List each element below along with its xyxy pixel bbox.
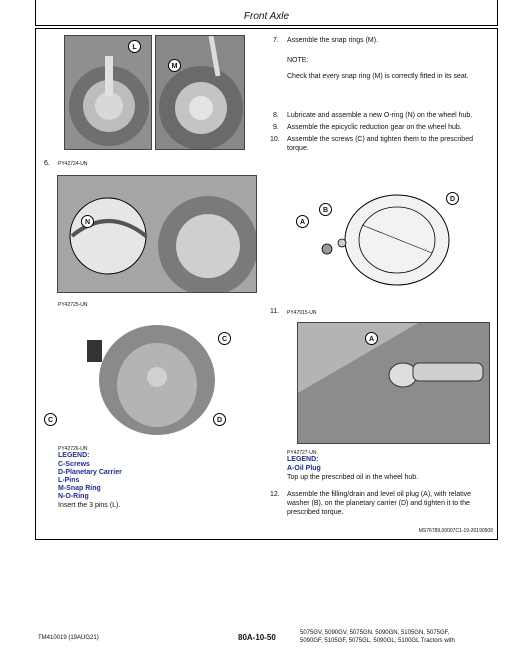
step-number: 8. [273, 112, 279, 119]
document-code: MS76789,00007C1-19-20190508 [418, 528, 493, 534]
image-code-1: PY42724-UN [58, 161, 88, 167]
photo-o-ring [57, 175, 257, 293]
footer-models-line1: 5075GV, 5090GV, 5075GN, 5090GN, 5105GN, 5075GF, [300, 630, 450, 636]
plug-assembly-drawing [292, 185, 462, 290]
image-code-5: PY47915-UN [287, 310, 317, 316]
step-text: Lubricate and assemble a new O-ring (N) on the wheel hub. [287, 112, 473, 119]
callout-a-photo: A [365, 332, 378, 345]
hub-drawing-right [156, 36, 245, 150]
oil-plug-drawing [298, 323, 490, 444]
legend-title-right: LEGEND: [287, 456, 319, 463]
step-number: 7. [273, 37, 279, 44]
page-title: Front Axle [243, 11, 290, 22]
footer-models-line2: 5090GF, 5105GF, 5075GL, 5090GL, 5100GL Tractors with [300, 638, 455, 644]
image-code-6: PY42727-UN [287, 450, 317, 456]
footer-page-number: 80A-10-50 [238, 633, 276, 642]
photo-pins-left [64, 35, 152, 150]
hub-drawing-left [65, 36, 152, 150]
callout-c-lower: C [44, 413, 57, 426]
step-number: 10. [270, 136, 280, 143]
image-code-2: PY42725-UN [58, 302, 88, 308]
footer-tm-number: TM410019 (19AUG21) [38, 635, 99, 641]
legend-item: L-Pins [58, 477, 80, 484]
callout-b: B [319, 203, 332, 216]
callout-d: D [446, 192, 459, 205]
step-11-number: 11. [270, 308, 280, 315]
step-number: 9. [273, 124, 279, 131]
callout-a: A [296, 215, 309, 228]
step-text: Assemble the snap rings (M). [287, 37, 379, 44]
instruction-left: Insert the 3 pins (L). [58, 502, 121, 509]
step-text: Assemble the screws (C) and tighten them to the prescribed torque. [287, 136, 473, 152]
callout-m: M [168, 59, 181, 72]
callout-n: N [81, 215, 94, 228]
o-ring-drawing [58, 176, 257, 293]
note-label: NOTE: [287, 57, 309, 64]
instruction-right: Top up the prescribed oil in the wheel hub. [287, 474, 419, 481]
step-12-number: 12. [270, 491, 280, 498]
photo-pins-right [155, 35, 245, 150]
callout-c-upper: C [218, 332, 231, 345]
step-12-text: Assemble the filling/drain and level oil plug (A), with relative washer (B), on the planetary carrier (D) and tighten it to the prescribed torque. [287, 491, 472, 516]
legend-title-left: LEGEND: [58, 452, 90, 459]
legend-item: N-O-Ring [58, 493, 89, 500]
legend-item: A-Oil Plug [287, 465, 321, 472]
note-text: Check that every snap ring (M) is correctly fitted in its seat. [287, 73, 469, 80]
legend-item: C-Screws [58, 461, 90, 468]
callout-d-left: D [213, 413, 226, 426]
image-code-3: PY42726-UN [58, 446, 88, 452]
callout-l: L [128, 40, 141, 53]
drawing-plug-assembly [292, 185, 462, 290]
legend-item: M-Snap Ring [58, 485, 101, 492]
legend-item: D-Planetary Carrier [58, 469, 122, 476]
step-6-number: 6. [44, 160, 50, 167]
photo-oil-plug [297, 322, 490, 444]
step-text: Assemble the epicyclic reduction gear on the wheel hub. [287, 124, 462, 131]
